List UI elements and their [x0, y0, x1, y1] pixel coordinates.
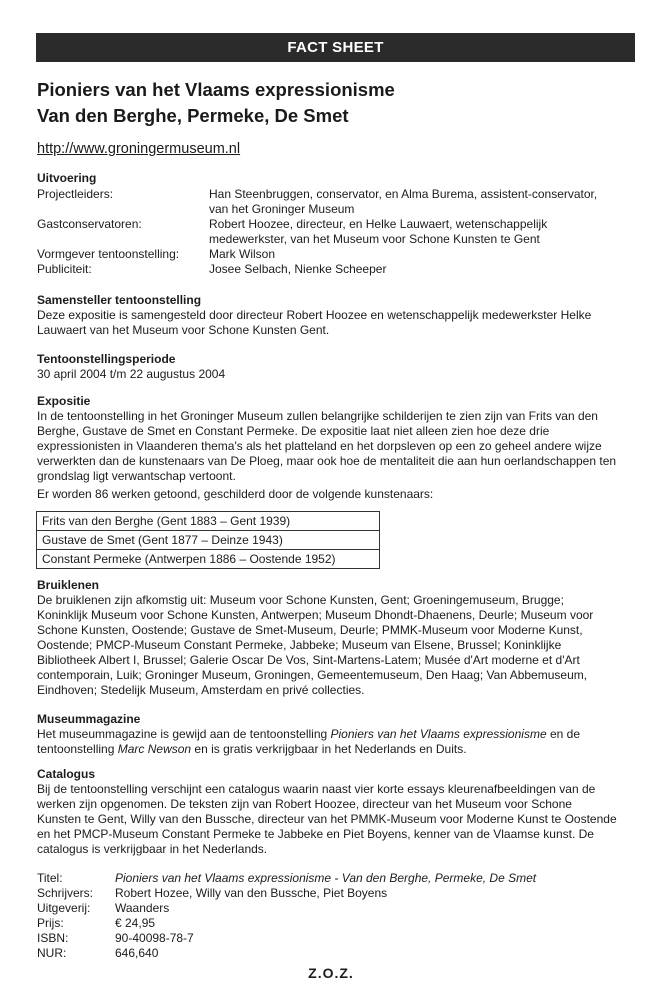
samensteller-heading: Samensteller tentoonstelling: [37, 293, 202, 307]
bruiklenen-text: De bruiklenen zijn afkomstig uit: Museum voor Schone Kunsten, Gent; Groeningemuseum, Brugge; Koninklijk Museum voor Schone Kunsten, Antwerpen; Museum Dhondt-Dhaenens, Deurle; Museum voor Schone Kunsten, Oostende; Gustave de Smet-Museum, Deurle; PMMK-Museum voor Moderne Kunst, Oostende; PMCP-Museum Constant Permeke, Jabbeke; Museum van Elsene, Brussel; Koninklijke Bibliotheek Albert I, Brussel; Galerie Oscar De Vos, Sint-Martens-Latem; Musée d'Art moderne et d'Art contemporain, Luik; Groninger Museum, Groningen, Gemeentemuseum, Den Haag; Van Abbemuseum, Eindhoven; Stedelijk Museum, Amsterdam en privé collecties.: [37, 593, 594, 697]
detail-value: Waanders: [115, 901, 170, 915]
detail-value: Pioniers van het Vlaams expressionisme - Van den Berghe, Permeke, De Smet: [115, 871, 537, 885]
magazine-heading: Museummagazine: [37, 712, 141, 726]
detail-label: Uitgeverij:: [37, 901, 91, 915]
periode-text: 30 april 2004 t/m 22 augustus 2004: [37, 367, 226, 381]
artist-cell: Frits van den Berghe (Gent 1883 – Gent 1939): [37, 512, 380, 531]
table-row: [37, 550, 380, 569]
detail-value: € 24,95: [115, 916, 156, 930]
bruiklenen-heading: Bruiklenen: [37, 578, 100, 592]
detail-label: Prijs:: [37, 916, 64, 930]
credit-value: Robert Hoozee, directeur, en Helke Lauwaert, wetenschappelijk medewerkster, van het Museum voor Schone Kunsten te Gent: [209, 217, 548, 246]
detail-label: ISBN:: [37, 931, 69, 945]
magazine-text-part: Het museummagazine is gewijd aan de tentoonstelling: [37, 727, 331, 741]
credit-value: Han Steenbruggen, conservator, en Alma Burema, assistent-conservator, van het Groninger Museum: [209, 187, 598, 216]
periode-heading: Tentoonstellingsperiode: [37, 352, 176, 366]
page-subtitle: Van den Berghe, Permeke, De Smet: [37, 105, 349, 126]
expositie-text: In de tentoonstelling in het Groninger Museum zullen belangrijke schilderijen te zien zijn van Frits van den Berghe, Gustave de Smet en Constant Permeke. De expositie laat niet alleen zien hoe deze drie expressionisten in Vlaanderen thema's als het platteland en het dorpsleven op een zo geheel andere wijze verwerkten dan de kunstenaars van De Ploeg, maar ook hoe de mentaliteit die aan hun oerlandschappen ten grondslag ligt verwantschap vertoont.: [37, 409, 617, 483]
uitvoering-heading: Uitvoering: [37, 171, 97, 185]
artist-table: [36, 511, 380, 569]
catalogus-text: Bij de tentoonstelling verschijnt een catalogus waarin naast vier korte essays kleurenafbeeldingen van de werken zijn opgenomen. De teksten zijn van Robert Hoozee, directeur van het Museum voor Schone Kunsten te Gent, Willy van den Bussche, directeur van het PMMK-Museum voor Moderne Kunst te Oostende en het PMCP-Museum Constant Permeke te Jabbeke en Piet Boyens, kenner van de Vlaamse kunst. De catalogus is verkrijgbaar in het Nederlands.: [37, 782, 617, 856]
exhibition-title: Pioniers van het Vlaams expressionisme: [330, 727, 547, 741]
credit-label: Publiciteit:: [37, 262, 92, 276]
magazine-text: [37, 727, 617, 757]
page-turn-note: Z.O.Z.: [308, 965, 354, 981]
artist-cell: Constant Permeke (Antwerpen 1886 – Oostende 1952): [37, 550, 380, 569]
exhibition-title: Marc Newson: [117, 742, 192, 756]
table-row: [37, 512, 380, 531]
website-link[interactable]: http://www.groningermuseum.nl: [37, 141, 241, 157]
credit-value: Mark Wilson: [209, 247, 276, 261]
detail-value: Robert Hozee, Willy van den Bussche, Piet Boyens: [115, 886, 388, 900]
samensteller-text: Deze expositie is samengesteld door directeur Robert Hoozee en wetenschappelijk medewerkster Helke Lauwaert van het Museum voor Schone Kunsten Gent.: [37, 308, 592, 337]
artist-cell: Gustave de Smet (Gent 1877 – Deinze 1943): [37, 531, 380, 550]
detail-label: Schrijvers:: [37, 886, 94, 900]
detail-value: 90-40098-78-7: [115, 931, 194, 945]
detail-value: 646,640: [115, 946, 159, 960]
credit-label: Gastconservatoren:: [37, 217, 142, 231]
fact-sheet-banner: FACT SHEET: [36, 33, 635, 62]
catalogus-heading: Catalogus: [37, 767, 96, 781]
expositie-heading: Expositie: [37, 394, 91, 408]
credit-label: Vormgever tentoonstelling:: [37, 247, 180, 261]
table-row: [37, 531, 380, 550]
detail-label: Titel:: [37, 871, 63, 885]
credit-value: Josee Selbach, Nienke Scheeper: [209, 262, 387, 276]
expositie-text-2: Er worden 86 werken getoond, geschilderd door de volgende kunstenaars:: [37, 487, 434, 501]
detail-label: NUR:: [37, 946, 67, 960]
credit-label: Projectleiders:: [37, 187, 114, 201]
page-title: Pioniers van het Vlaams expressionisme: [37, 79, 395, 100]
magazine-text-part: en de tentoonstelling: [37, 727, 580, 756]
magazine-text-part: en is gratis verkrijgbaar in het Nederlands en Duits.: [191, 742, 467, 756]
